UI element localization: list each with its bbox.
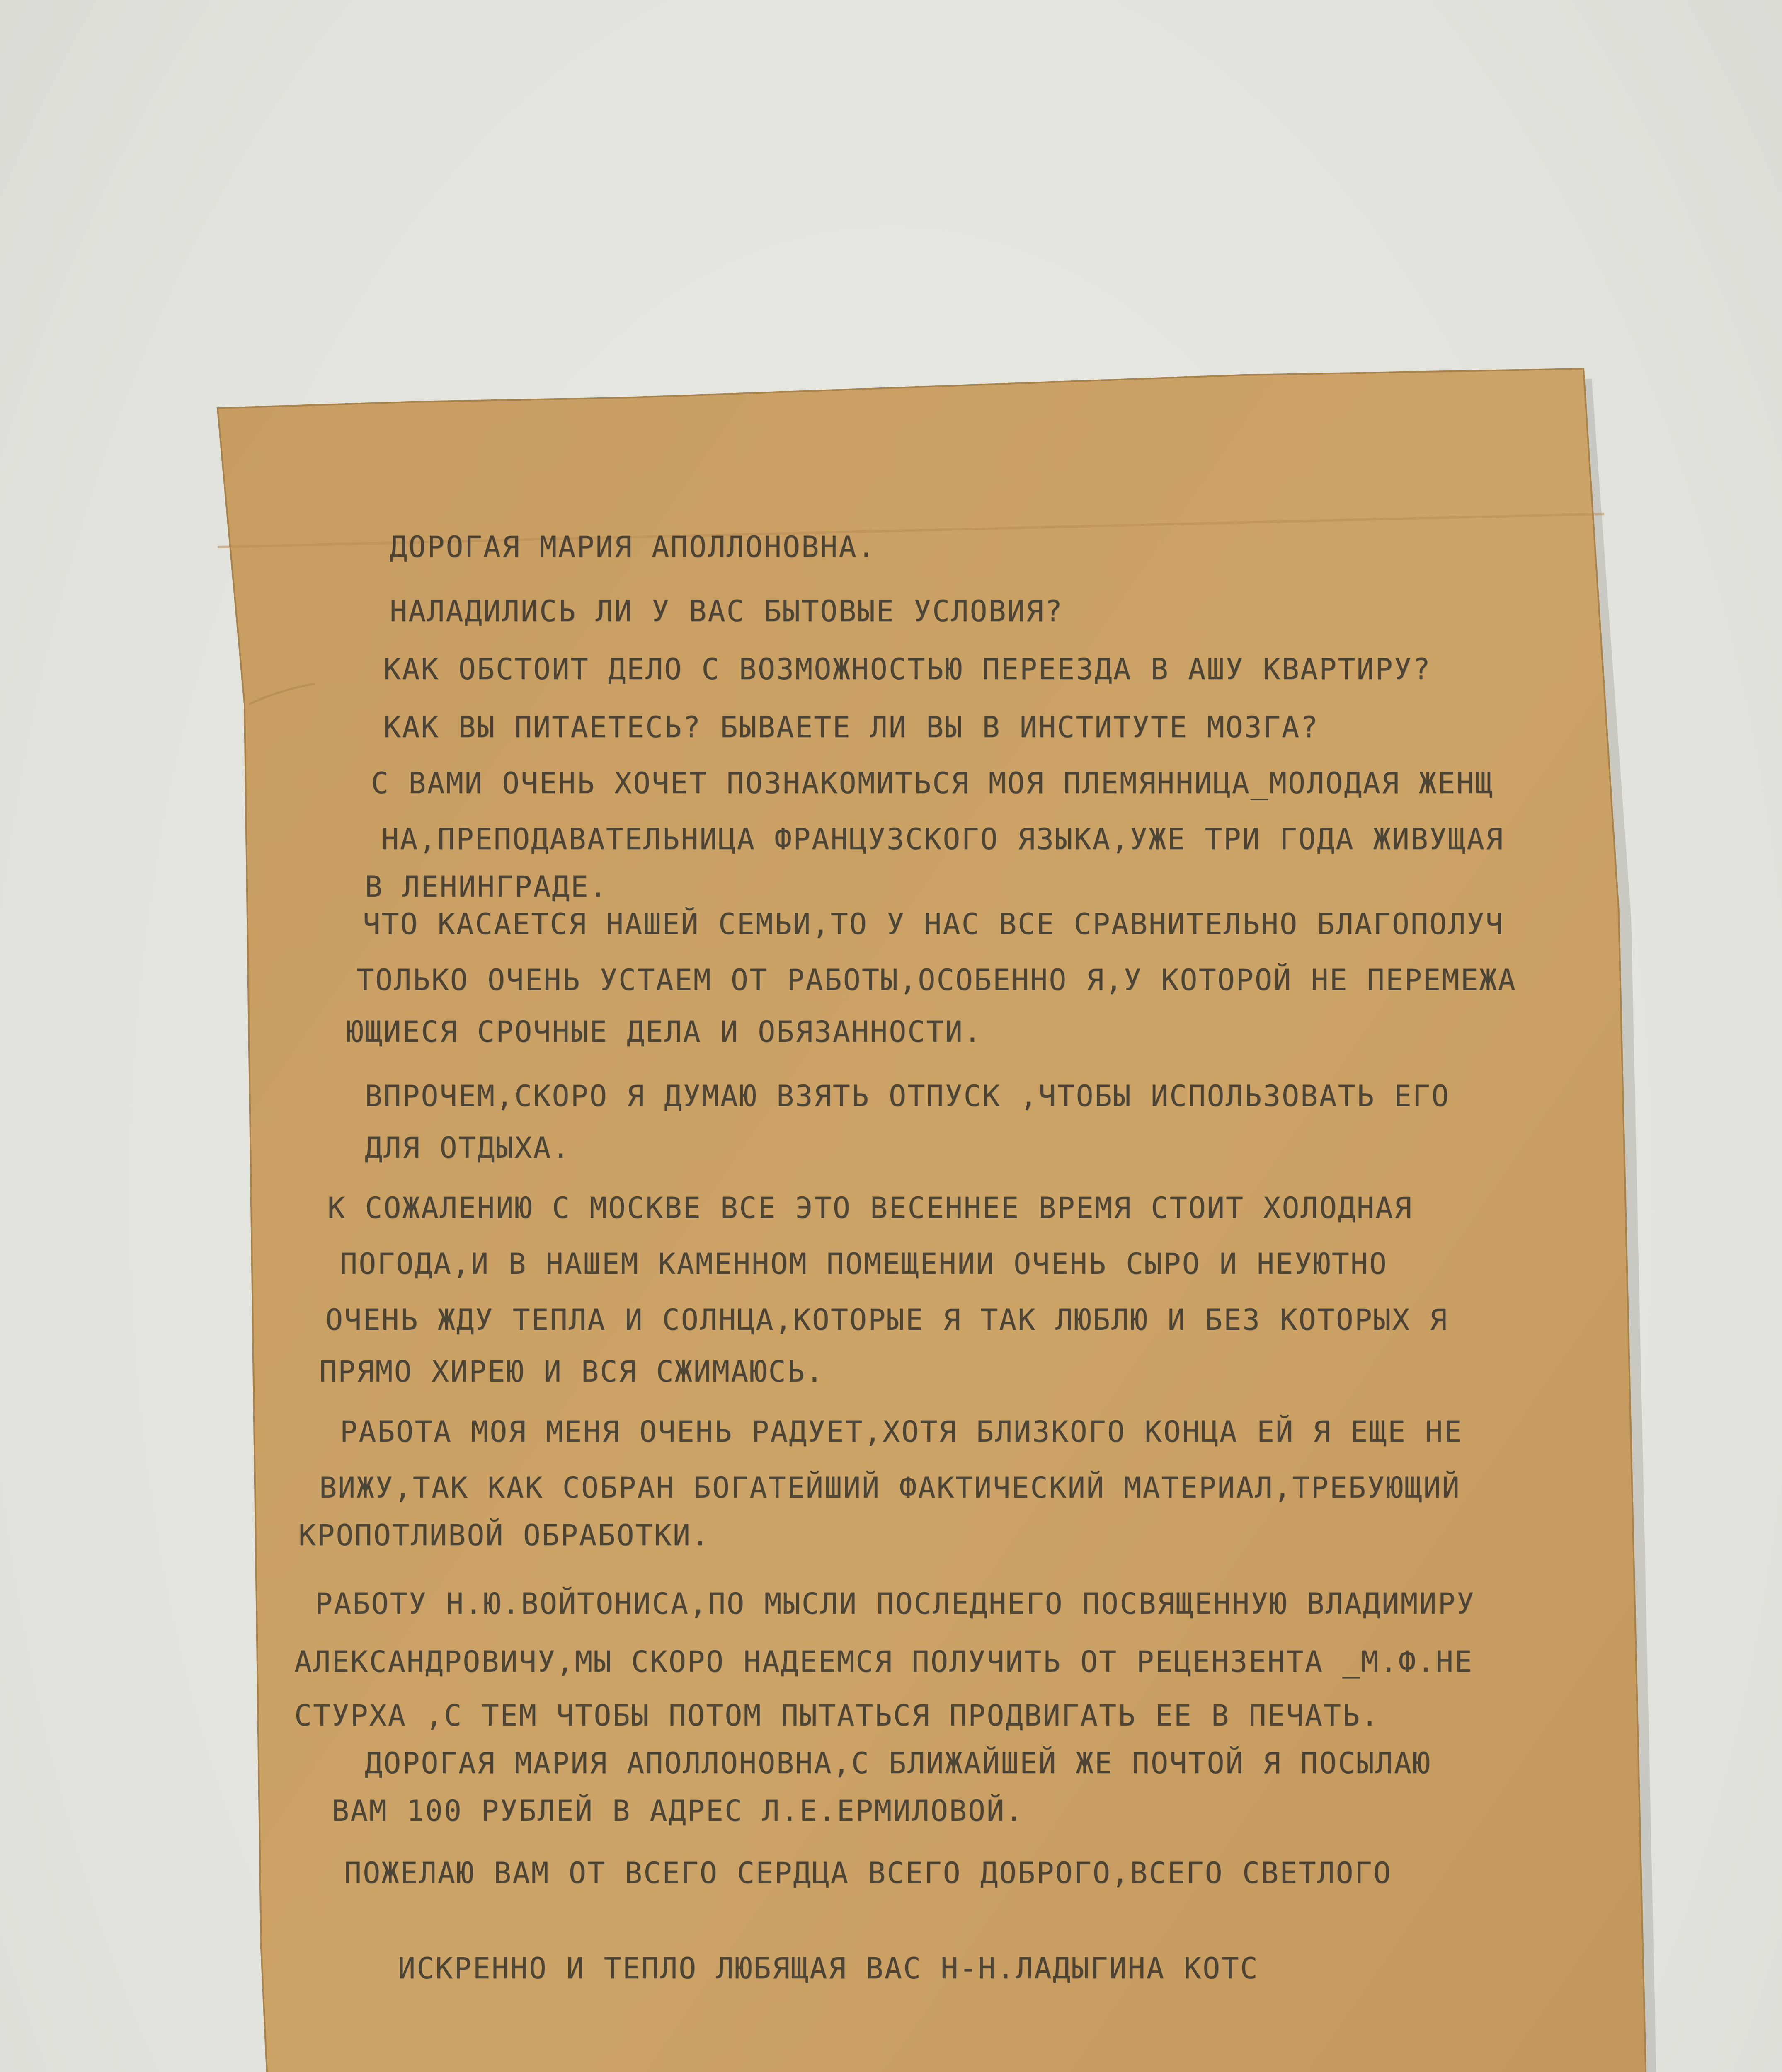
letter-line: ЧТО КАСАЕТСЯ НАШЕЙ СЕМЬИ,ТО У НАС ВСЕ СРАВНИТЕЛЬНО БЛАГОПОЛУЧ	[363, 907, 1504, 941]
letter-line: КАК ОБСТОИТ ДЕЛО С ВОЗМОЖНОСТЬЮ ПЕРЕЕЗДА В АШУ КВАРТИРУ?	[383, 652, 1432, 686]
letter-line: ДЛЯ ОТДЫХА.	[365, 1131, 571, 1165]
letter-line: ИСКРЕННО И ТЕПЛО ЛЮБЯЩАЯ ВАС Н-Н.ЛАДЫГИНА КОТС	[398, 1951, 1259, 1985]
letter-line: СТУРХА ,С ТЕМ ЧТОБЫ ПОТОМ ПЫТАТЬСЯ ПРОДВИГАТЬ ЕЕ В ПЕЧАТЬ.	[294, 1699, 1380, 1733]
letter-line: АЛЕКСАНДРОВИЧУ,МЫ СКОРО НАДЕЕМСЯ ПОЛУЧИТЬ ОТ РЕЦЕНЗЕНТА _М.Ф.НЕ	[294, 1645, 1474, 1679]
letter-line: НА,ПРЕПОДАВАТЕЛЬНИЦА ФРАНЦУЗСКОГО ЯЗЫКА,УЖЕ ТРИ ГОДА ЖИВУЩАЯ	[381, 822, 1504, 856]
letter-line: ВАМ 100 РУБЛЕЙ В АДРЕС Л.Е.ЕРМИЛОВОЙ.	[332, 1794, 1024, 1828]
letter-line: С ВАМИ ОЧЕНЬ ХОЧЕТ ПОЗНАКОМИТЬСЯ МОЯ ПЛЕМЯННИЦА_МОЛОДАЯ ЖЕНЩ	[371, 766, 1494, 800]
letter-line: ТОЛЬКО ОЧЕНЬ УСТАЕМ ОТ РАБОТЫ,ОСОБЕННО Я,У КОТОРОЙ НЕ ПЕРЕМЕЖА	[356, 963, 1517, 997]
letter-line: К СОЖАЛЕНИЮ С МОСКВЕ ВСЕ ЭТО ВЕСЕННЕЕ ВРЕМЯ СТОИТ ХОЛОДНАЯ	[327, 1191, 1413, 1225]
letter-line: ПОГОДА,И В НАШЕМ КАМЕННОМ ПОМЕЩЕНИИ ОЧЕНЬ СЫРО И НЕУЮТНО	[340, 1247, 1388, 1281]
letter-line: ПРЯМО ХИРЕЮ И ВСЯ СЖИМАЮСЬ.	[319, 1355, 824, 1389]
letter-line: ДОРОГАЯ МАРИЯ АПОЛЛОНОВНА,С БЛИЖАЙШЕЙ ЖЕ ПОЧТОЙ Я ПОСЫЛАЮ	[365, 1746, 1432, 1780]
letter-line: ПОЖЕЛАЮ ВАМ ОТ ВСЕГО СЕРДЦА ВСЕГО ДОБРОГО,ВСЕГО СВЕТЛОГО	[344, 1856, 1392, 1890]
letter-line: КАК ВЫ ПИТАЕТЕСЬ? БЫВАЕТЕ ЛИ ВЫ В ИНСТИТУТЕ МОЗГА?	[383, 710, 1319, 744]
letter-line: ЮЩИЕСЯ СРОЧНЫЕ ДЕЛА И ОБЯЗАННОСТИ.	[346, 1015, 982, 1049]
letter-line: ОЧЕНЬ ЖДУ ТЕПЛА И СОЛНЦА,КОТОРЫЕ Я ТАК ЛЮБЛЮ И БЕЗ КОТОРЫХ Я	[325, 1303, 1448, 1337]
letter-line: РАБОТА МОЯ МЕНЯ ОЧЕНЬ РАДУЕТ,ХОТЯ БЛИЗКОГО КОНЦА ЕЙ Я ЕЩЕ НЕ	[340, 1415, 1463, 1449]
letter-line: ДОРОГАЯ МАРИЯ АПОЛЛОНОВНА.	[390, 530, 876, 564]
letter-line: РАБОТУ Н.Ю.ВОЙТОНИСА,ПО МЫСЛИ ПОСЛЕДНЕГО ПОСВЯЩЕННУЮ ВЛАДИМИРУ	[315, 1587, 1475, 1621]
letter-line: В ЛЕНИНГРАДЕ.	[365, 870, 608, 904]
letter-line: КРОПОТЛИВОЙ ОБРАБОТКИ.	[298, 1518, 710, 1552]
letter-line: ВПРОЧЕМ,СКОРО Я ДУМАЮ ВЗЯТЬ ОТПУСК ,ЧТОБЫ ИСПОЛЬЗОВАТЬ ЕГО	[365, 1079, 1450, 1113]
letter-line: ВИЖУ,ТАК КАК СОБРАН БОГАТЕЙШИЙ ФАКТИЧЕСКИЙ МАТЕРИАЛ,ТРЕБУЮЩИЙ	[319, 1471, 1461, 1505]
letter-line: НАЛАДИЛИСЬ ЛИ У ВАС БЫТОВЫЕ УСЛОВИЯ?	[390, 594, 1064, 628]
